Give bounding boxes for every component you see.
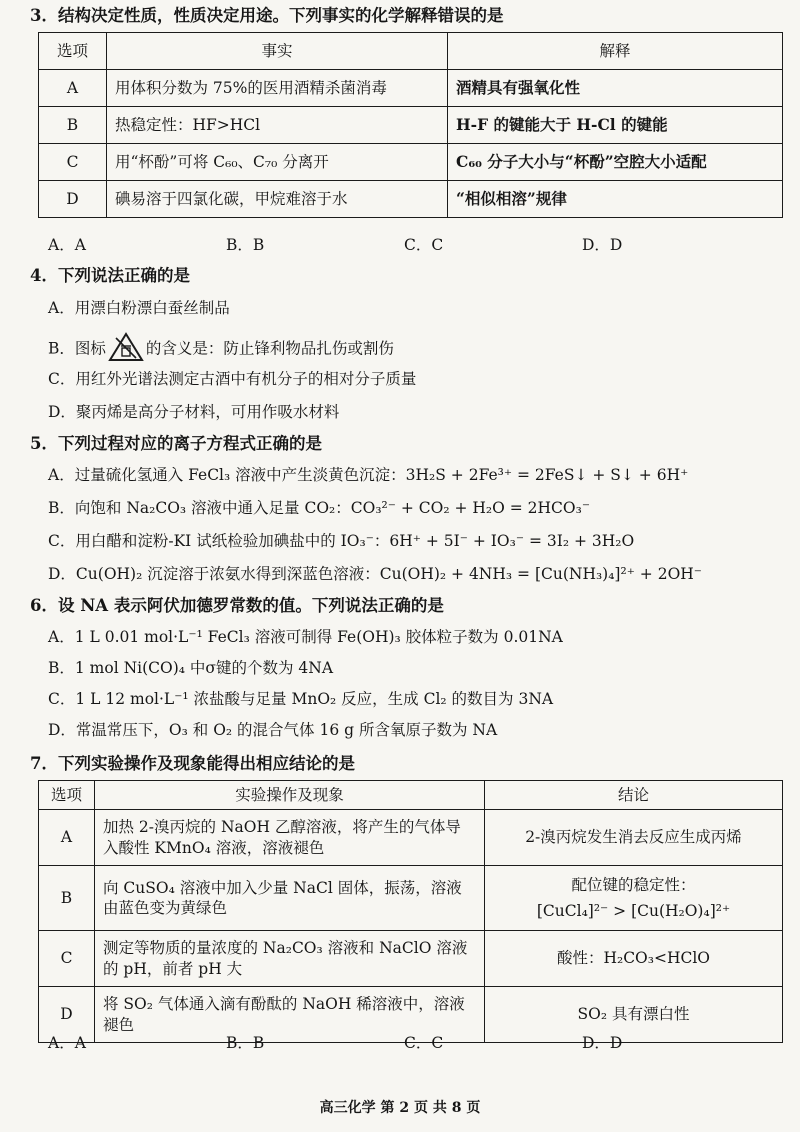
row-option: D — [39, 987, 95, 1043]
q7-table — [38, 780, 783, 1043]
q4-option-b-suffix: 的含义是：防止锋利物品扎伤或割伤 — [145, 339, 394, 358]
table-row — [39, 931, 783, 987]
q5-option-c[interactable]: C．用白醋和淀粉-KI 试纸检验加碘盐中的 IO₃⁻：6H⁺ + 5I⁻ + IO₃⁻ = 3I₂ + 3H₂O — [48, 532, 635, 550]
header-explanation: 解释 — [448, 33, 783, 70]
header-operation: 实验操作及现象 — [95, 781, 485, 810]
table-header-row — [39, 781, 783, 810]
row-option: C — [39, 144, 107, 181]
row-fact: 热稳定性：HF>HCl — [107, 107, 448, 144]
conclusion-line-2: [CuCl₄]²⁻ > [Cu(H₂O)₄]²⁺ — [536, 902, 731, 920]
q5-option-d[interactable]: D．Cu(OH)₂ 沉淀溶于浓氨水得到深蓝色溶液：Cu(OH)₂ + 4NH₃ = [Cu(NH₃)₄]²⁺ + 2OH⁻ — [48, 565, 702, 583]
q4-title: 4．下列说法正确的是 — [30, 266, 190, 285]
table-row — [39, 144, 783, 181]
header-conclusion: 结论 — [485, 781, 783, 810]
q6-option-d[interactable]: D．常温常压下，O₃ 和 O₂ 的混合气体 16 g 所含氧原子数为 NA — [48, 721, 498, 739]
row-option: C — [39, 931, 95, 987]
row-operation: 向 CuSO₄ 溶液中加入少量 NaCl 固体，振荡，溶液由蓝色变为黄绿色 — [95, 866, 485, 931]
row-operation: 加热 2-溴丙烷的 NaOH 乙醇溶液，将产生的气体导入酸性 KMnO₄ 溶液，溶液褪色 — [95, 810, 485, 866]
table-row — [39, 181, 783, 218]
row-explanation: C₆₀ 分子大小与“杯酚”空腔大小适配 — [448, 144, 783, 181]
q4-option-c[interactable]: C．用红外光谱法测定古酒中有机分子的相对分子质量 — [48, 370, 417, 388]
q3-table — [38, 32, 783, 218]
q6-option-c[interactable]: C．1 L 12 mol·L⁻¹ 浓盐酸与足量 MnO₂ 反应，生成 Cl₂ 的数目为 3NA — [48, 690, 554, 708]
row-operation: 将 SO₂ 气体通入滴有酚酞的 NaOH 稀溶液中，溶液褪色 — [95, 987, 485, 1043]
row-explanation: H-F 的键能大于 H-Cl 的键能 — [448, 107, 783, 144]
choice-d[interactable]: D．D — [582, 1034, 623, 1052]
choice-a[interactable]: A．A — [48, 236, 86, 254]
q6-option-a[interactable]: A．1 L 0.01 mol·L⁻¹ FeCl₃ 溶液可制得 Fe(OH)₃ 胶体粒子数为 0.01NA — [48, 628, 563, 646]
choice-b[interactable]: B．B — [226, 1034, 265, 1052]
header-option: 选项 — [39, 33, 107, 70]
q4-option-b[interactable] — [48, 332, 394, 367]
row-option: A — [39, 70, 107, 107]
q3-title: 3．结构决定性质，性质决定用途。下列事实的化学解释错误的是 — [30, 6, 504, 25]
q5-option-b[interactable]: B．向饱和 Na₂CO₃ 溶液中通入足量 CO₂：CO₃²⁻ + CO₂ + H₂O = 2HCO₃⁻ — [48, 499, 591, 517]
row-conclusion: 酸性：H₂CO₃<HClO — [485, 931, 783, 987]
q4-option-b-prefix: B．图标 — [48, 339, 106, 358]
choice-c[interactable]: C．C — [404, 1034, 444, 1052]
row-option: B — [39, 107, 107, 144]
row-option: A — [39, 810, 95, 866]
table-row — [39, 70, 783, 107]
row-operation: 测定等物质的量浓度的 Na₂CO₃ 溶液和 NaClO 溶液的 pH，前者 pH 大 — [95, 931, 485, 987]
q5-option-a[interactable]: A．过量硫化氢通入 FeCl₃ 溶液中产生淡黄色沉淀：3H₂S + 2Fe³⁺ = 2FeS↓ + S↓ + 6H⁺ — [48, 466, 689, 484]
sharp-object-warning-icon — [108, 332, 144, 367]
row-fact: 用体积分数为 75%的医用酒精杀菌消毒 — [107, 70, 448, 107]
header-fact: 事实 — [107, 33, 448, 70]
q6-title: 6．设 NA 表示阿伏加德罗常数的值。下列说法正确的是 — [30, 596, 444, 615]
table-row — [39, 866, 783, 931]
table-row — [39, 107, 783, 144]
row-conclusion: SO₂ 具有漂白性 — [485, 987, 783, 1043]
q4-option-d[interactable]: D．聚丙烯是高分子材料，可用作吸水材料 — [48, 403, 340, 421]
row-conclusion — [485, 866, 783, 931]
row-explanation: “相似相溶”规律 — [448, 181, 783, 218]
row-fact: 碘易溶于四氯化碳，甲烷难溶于水 — [107, 181, 448, 218]
row-fact: 用“杯酚”可将 C₆₀、C₇₀ 分离开 — [107, 144, 448, 181]
q4-option-a[interactable]: A．用漂白粉漂白蚕丝制品 — [48, 299, 230, 317]
q7-title: 7．下列实验操作及现象能得出相应结论的是 — [30, 754, 355, 773]
choice-c[interactable]: C．C — [404, 236, 444, 254]
row-option: B — [39, 866, 95, 931]
choice-b[interactable]: B．B — [226, 236, 265, 254]
table-row — [39, 810, 783, 866]
page-footer: 高三化学 第 2 页 共 8 页 — [319, 1100, 481, 1116]
table-header-row — [39, 33, 783, 70]
row-explanation: 酒精具有强氧化性 — [448, 70, 783, 107]
choice-d[interactable]: D．D — [582, 236, 623, 254]
header-option: 选项 — [39, 781, 95, 810]
q6-option-b[interactable]: B．1 mol Ni(CO)₄ 中σ键的个数为 4NA — [48, 659, 334, 677]
choice-a[interactable]: A．A — [48, 1034, 86, 1052]
row-conclusion: 2-溴丙烷发生消去反应生成丙烯 — [485, 810, 783, 866]
row-option: D — [39, 181, 107, 218]
conclusion-line-1: 配位键的稳定性： — [571, 875, 696, 894]
q5-title: 5．下列过程对应的离子方程式正确的是 — [30, 434, 322, 453]
